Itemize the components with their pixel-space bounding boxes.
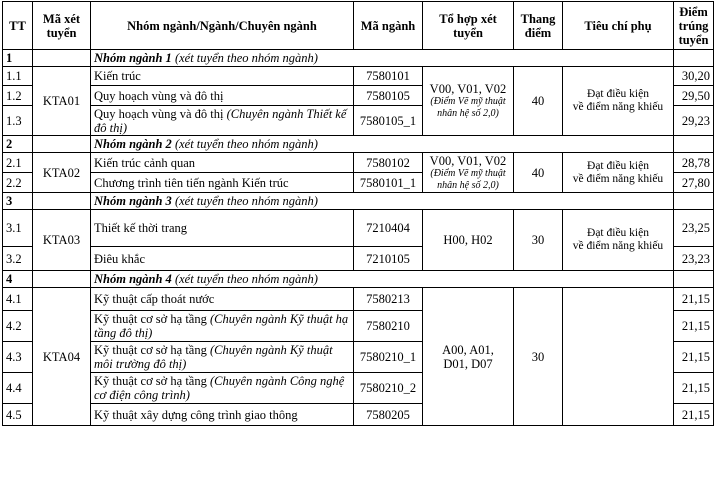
row-tt: 3.1 xyxy=(3,210,33,247)
group-title-text: Nhóm ngành 1 xyxy=(94,51,172,65)
group-empty-cell xyxy=(674,271,714,288)
row-tt: 4.3 xyxy=(3,342,33,373)
row-score: 23,23 xyxy=(674,247,714,271)
row-name xyxy=(91,173,354,193)
row-tt: 3.2 xyxy=(3,247,33,271)
row-scale: 40 xyxy=(514,67,563,136)
row-score: 21,15 xyxy=(674,373,714,404)
group-note: (xét tuyển theo nhóm ngành) xyxy=(171,51,318,65)
header-diem: Điểm trúng tuyển xyxy=(674,2,714,50)
combo-text: V00, V01, V02 xyxy=(429,153,507,168)
row-major-code: 7580105 xyxy=(354,86,423,106)
row-name xyxy=(91,373,354,404)
row-major-code: 7580102 xyxy=(354,153,423,173)
row-major-code: 7580205 xyxy=(354,404,423,426)
row-score: 21,15 xyxy=(674,342,714,373)
row-major-code: 7580101_1 xyxy=(354,173,423,193)
group-tt: 4 xyxy=(3,271,33,288)
row-score: 29,50 xyxy=(674,86,714,106)
header-ma-xet-tuyen: Mã xét tuyển xyxy=(33,2,91,50)
row-major-code: 7580210 xyxy=(354,311,423,342)
row-spec: (Chuyên ngành Kỹ thuật hạ tầng đô thị) xyxy=(94,312,349,340)
group-title-text: Nhóm ngành 3 xyxy=(94,194,172,208)
row-spec: (Chuyên ngành Công nghệ cơ điện công trình) xyxy=(94,374,345,402)
row-name xyxy=(91,106,354,136)
group-row xyxy=(3,136,714,153)
table-row xyxy=(3,288,714,311)
row-score: 21,15 xyxy=(674,404,714,426)
header-tieu-chi: Tiêu chí phụ xyxy=(563,2,674,50)
row-major-code: 7580210_1 xyxy=(354,342,423,373)
row-name-text: Kỹ thuật xây dựng công trình giao thông xyxy=(94,407,298,422)
row-name-text: Chương trình tiên tiến ngành Kiến trúc xyxy=(94,175,289,190)
row-name xyxy=(91,247,354,271)
row-name-text: Thiết kế thời trang xyxy=(94,221,188,235)
header-tt: TT xyxy=(3,2,33,50)
row-tt: 1.2 xyxy=(3,86,33,106)
row-name xyxy=(91,404,354,426)
row-name-text: Điêu khắc xyxy=(94,251,146,266)
row-tt: 4.2 xyxy=(3,311,33,342)
row-combo xyxy=(423,288,514,426)
row-name-text: Kỹ thuật cấp thoát nước xyxy=(94,292,215,306)
row-criteria xyxy=(563,67,674,136)
row-code: KTA04 xyxy=(33,288,91,426)
group-title xyxy=(91,271,674,288)
criteria-line2: về điểm năng khiếu xyxy=(572,240,664,252)
group-empty-cell xyxy=(33,50,91,67)
row-tt: 2.1 xyxy=(3,153,33,173)
combo-note: (Điểm Vẽ mỹ thuật nhân hệ số 2,0) xyxy=(430,167,506,191)
header-row xyxy=(3,2,714,50)
row-name xyxy=(91,342,354,373)
row-name-text: Kiến trúc xyxy=(94,69,141,83)
row-tt: 4.1 xyxy=(3,288,33,311)
group-empty-cell xyxy=(674,50,714,67)
row-name-text: Quy hoạch vùng và đô thị xyxy=(94,88,224,103)
row-scale: 30 xyxy=(514,288,563,426)
row-combo xyxy=(423,210,514,271)
row-combo xyxy=(423,67,514,136)
group-empty-cell xyxy=(33,136,91,153)
row-code: KTA03 xyxy=(33,210,91,271)
header-to-hop: Tổ hợp xét tuyển xyxy=(423,2,514,50)
row-criteria xyxy=(563,210,674,271)
row-scale: 30 xyxy=(514,210,563,271)
table-row xyxy=(3,153,714,173)
row-name-text: Quy hoạch vùng và đô thị xyxy=(94,106,227,121)
header-ma-nganh: Mã ngành xyxy=(354,2,423,50)
row-score: 23,25 xyxy=(674,210,714,247)
group-note: (xét tuyển theo nhóm ngành) xyxy=(171,272,318,286)
row-spec: (Chuyên ngành Kỹ thuật môi trường đô thị) xyxy=(94,343,333,371)
row-major-code: 7580105_1 xyxy=(354,106,423,136)
row-major-code: 7210105 xyxy=(354,247,423,271)
group-note: (xét tuyển theo nhóm ngành) xyxy=(171,194,318,208)
criteria-line2: về điểm năng khiếu xyxy=(572,172,664,185)
group-row xyxy=(3,50,714,67)
row-name xyxy=(91,153,354,173)
row-score: 21,15 xyxy=(674,288,714,311)
combo-text: H00, H02 xyxy=(443,233,493,247)
group-title xyxy=(91,136,674,153)
row-criteria xyxy=(563,153,674,193)
row-name xyxy=(91,86,354,106)
row-code: KTA01 xyxy=(33,67,91,136)
row-code: KTA02 xyxy=(33,153,91,193)
combo-text: V00, V01, V02 xyxy=(429,82,507,96)
table-row xyxy=(3,67,714,86)
row-name-text: Kỹ thuật cơ sở hạ tầng xyxy=(94,343,210,357)
group-empty-cell xyxy=(33,193,91,210)
group-note: (xét tuyển theo nhóm ngành) xyxy=(171,137,318,151)
row-score: 30,20 xyxy=(674,67,714,86)
row-score: 21,15 xyxy=(674,311,714,342)
combo-text: A00, A01, xyxy=(442,342,494,357)
row-tt: 4.5 xyxy=(3,404,33,426)
row-name-text: Kỹ thuật cơ sở hạ tầng xyxy=(94,312,210,326)
row-major-code: 7210404 xyxy=(354,210,423,247)
row-tt: 1.3 xyxy=(3,106,33,136)
criteria-line1: Đạt điều kiện xyxy=(587,227,649,239)
row-name xyxy=(91,288,354,311)
row-score: 29,23 xyxy=(674,106,714,136)
row-criteria xyxy=(563,288,674,426)
row-major-code: 7580101 xyxy=(354,67,423,86)
row-tt: 4.4 xyxy=(3,373,33,404)
row-major-code: 7580213 xyxy=(354,288,423,311)
group-row xyxy=(3,193,714,210)
combo-note: (Điểm Vẽ mỹ thuật nhân hệ số 2,0) xyxy=(430,96,506,119)
criteria-line2: về điểm năng khiếu xyxy=(572,101,664,113)
row-name-text: Kỹ thuật cơ sở hạ tầng xyxy=(94,374,210,388)
row-tt: 1.1 xyxy=(3,67,33,86)
group-empty-cell xyxy=(674,193,714,210)
group-title-text: Nhóm ngành 4 xyxy=(94,272,172,286)
criteria-line1: Đạt điều kiện xyxy=(587,159,649,172)
group-title xyxy=(91,50,674,67)
table-row xyxy=(3,210,714,247)
row-name xyxy=(91,210,354,247)
admission-scores-table xyxy=(2,1,714,426)
group-tt: 3 xyxy=(3,193,33,210)
group-tt: 1 xyxy=(3,50,33,67)
group-title-text: Nhóm ngành 2 xyxy=(94,137,172,151)
group-title xyxy=(91,193,674,210)
row-combo xyxy=(423,153,514,193)
header-thang-diem: Thang điểm xyxy=(514,2,563,50)
row-major-code: 7580210_2 xyxy=(354,373,423,404)
row-name-text: Kiến trúc cảnh quan xyxy=(94,155,196,170)
group-row xyxy=(3,271,714,288)
criteria-line1: Đạt điều kiện xyxy=(587,88,649,100)
row-score: 28,78 xyxy=(674,153,714,173)
group-empty-cell xyxy=(33,271,91,288)
group-tt: 2 xyxy=(3,136,33,153)
combo-text-line2: D01, D07 xyxy=(443,356,493,371)
row-spec: (Chuyên ngành Thiết kế đô thị) xyxy=(94,106,347,135)
group-empty-cell xyxy=(674,136,714,153)
header-nhom-nganh: Nhóm ngành/Ngành/Chuyên ngành xyxy=(91,2,354,50)
row-name xyxy=(91,311,354,342)
row-tt: 2.2 xyxy=(3,173,33,193)
row-name xyxy=(91,67,354,86)
row-scale: 40 xyxy=(514,153,563,193)
row-score: 27,80 xyxy=(674,173,714,193)
